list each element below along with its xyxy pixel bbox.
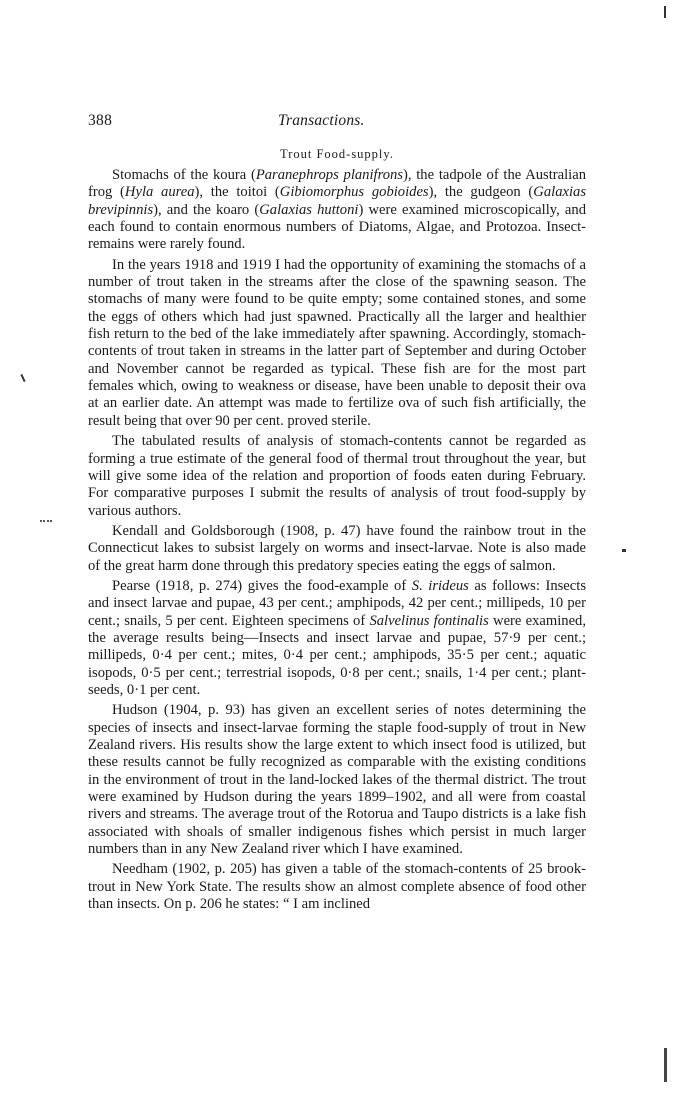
section-title: Trout Food-supply. xyxy=(280,147,394,161)
paragraph-hudson: Hudson (1904, p. 93) has given an excellent series of notes determining the species of insects and insect-larvae forming the staple food-supply of trout in New Zealand rivers. His results show the large extent to which insect food is utilized, but these results cannot be fully recognized as comparable with the existing conditions in the environment of trout in the land-locked lakes of the thermal district. The trout were examined by Hudson during the years 1899–1902, and all were from coastal rivers and streams. The average trout of the Rotorua and Taupo districts is a lake fish associated with shoals of smaller indigenous fishes which persist in much larger numbers than in any New Zealand river which I have examined. xyxy=(88,702,586,858)
page-number: 388 xyxy=(88,112,113,129)
paragraph-pearse: Pearse (1918, p. 274) gives the food-example of S. irideus as follows: Insects and insect larvae and pupae, 43 per cent.; amphipods, 42 per cent.; millipeds, 10 per cent.; snails, 5 per cent. Eighteen specimens of Salvelinus fontinalis were examined, the average results being—Insects and insect larvae and pupae, 57·9 per cent.; millipeds, 0·4 per cent.; mites, 0·4 per cent.; amphipods, 35·5 per cent.; aquatic isopods, 0·5 per cent.; terrestrial isopods, 0·8 per cent.; snails, 1·4 per cent.; plant-seeds, 0·1 per cent. xyxy=(88,577,586,698)
scan-mark xyxy=(622,549,626,552)
paragraph-spawning: In the years 1918 and 1919 I had the opportunity of examining the stomachs of a number of trout taken in the streams after the close of the spawning season. The stomachs of many were found to be quite empty; some contained stones, and some the eggs of others which had just spawned. Practically all the larger and healthier fish return to the bed of the lake immediately after spawning. Accordingly, stomach-contents of trout taken in streams in the latter part of September and during October and November cannot be regarded as typical. These fish are for the most part females which, owing to weakness or disease, have been unable to deposit their ova at an earlier date. An attempt was made to fertilize ova of such fish artificially, the result being that over 90 per cent. proved sterile. xyxy=(88,256,586,429)
body-text xyxy=(88,167,586,913)
scan-mark xyxy=(664,6,666,18)
scan-mark xyxy=(20,374,25,382)
scan-mark xyxy=(664,1048,667,1082)
paragraph-tabulated-results: The tabulated results of analysis of stomach-contents cannot be regarded as forming a true estimate of the general food of thermal trout throughout the year, but will give some idea of the relation and proportion of foods eaten during February. For comparative purposes I submit the results of analysis of trout food-supply by various authors. xyxy=(88,433,586,519)
paragraph-kendall: Kendall and Goldsborough (1908, p. 47) have found the rainbow trout in the Connecticut lakes to subsist largely on worms and insect-larvae. Note is also made of the great harm done through this predatory species eating the eggs of salmon. xyxy=(88,522,586,574)
page-header xyxy=(88,112,586,132)
paragraph-stomach-contents: Stomachs of the koura (Paranephrops planifrons), the tadpole of the Australian frog (Hyla aurea), the toitoi (Gibiomorphus gobioides), the gudgeon (Galaxias brevipinnis), and the koaro (Galaxias huttoni) were examined microscopically, and each found to contain enormous numbers of Diatoms, Algae, and Protozoa. Insect-remains were rarely found. xyxy=(88,167,586,253)
paragraph-needham: Needham (1902, p. 205) has given a table of the stomach-contents of 25 brook-trout in New York State. The results show an almost complete absence of food other than insects. On p. 206 he states: “ I am inclined xyxy=(88,861,586,913)
scan-mark xyxy=(40,520,52,524)
running-title: Transactions. xyxy=(278,112,365,129)
